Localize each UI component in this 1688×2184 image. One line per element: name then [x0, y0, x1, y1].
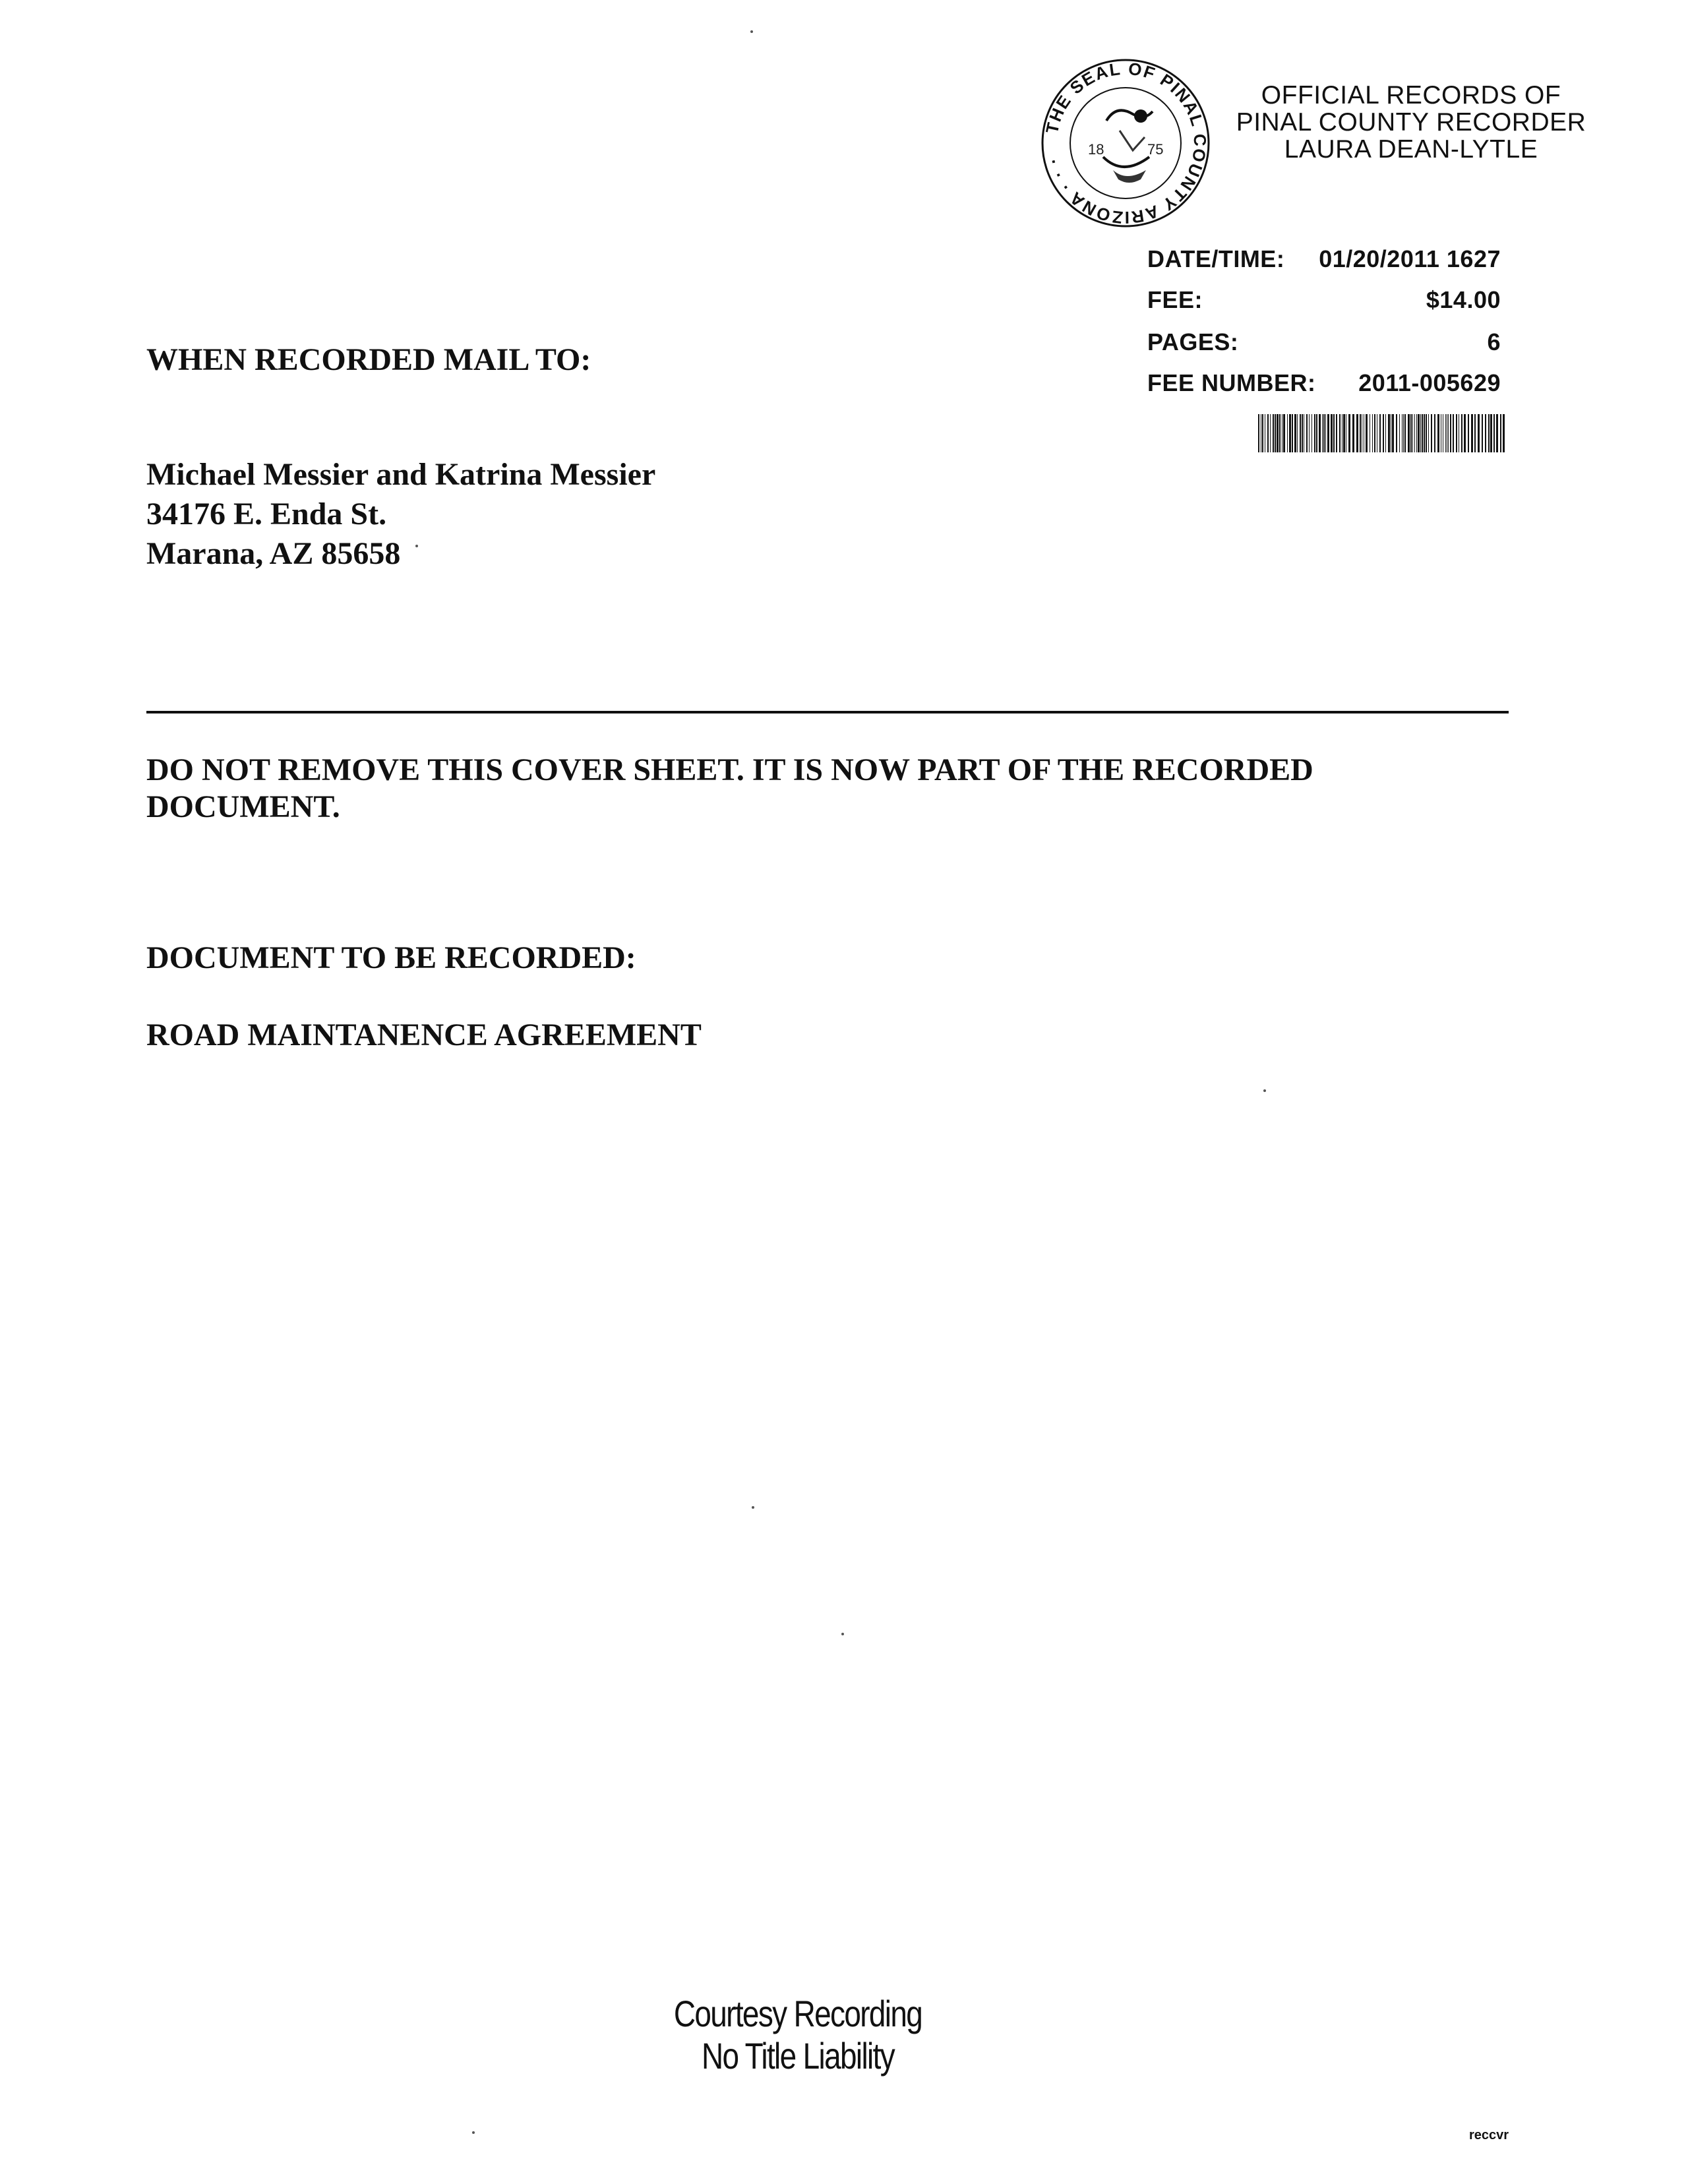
office-line-2: PINAL COUNTY RECORDER: [1236, 108, 1586, 136]
barcode-bar: [1468, 414, 1469, 452]
barcode-bar: [1297, 414, 1298, 452]
courtesy-recording-stamp: [663, 1993, 933, 2077]
barcode-bar: [1496, 414, 1498, 452]
barcode-bar: [1331, 414, 1333, 452]
pages-value: 6: [1487, 328, 1501, 355]
cover-sheet-warning: DO NOT REMOVE THIS COVER SHEET. IT IS NOW PART OF THE RECORDED DOCUMENT.: [146, 752, 1313, 824]
barcode-bar: [1431, 414, 1432, 452]
mail-to-city: Marana, AZ 85658: [146, 536, 401, 571]
barcode-bar: [1352, 414, 1354, 452]
barcode-bar: [1410, 414, 1412, 452]
barcode-bar: [1287, 414, 1288, 452]
pages-row: [1147, 328, 1501, 356]
barcode-bar: [1383, 414, 1384, 452]
fee-label: FEE:: [1147, 286, 1203, 313]
barcode-bar: [1453, 414, 1454, 452]
barcode-bar: [1300, 414, 1301, 452]
barcode-bar: [1374, 414, 1375, 452]
scan-speck: [472, 2131, 475, 2134]
datetime-row: [1147, 245, 1501, 273]
scan-speck: [752, 1506, 754, 1509]
barcode-bar: [1450, 414, 1451, 452]
mail-to-name: Michael Messier and Katrina Messier: [146, 457, 656, 492]
barcode-bar: [1306, 414, 1308, 452]
barcode-bar: [1388, 414, 1390, 452]
barcode-bar: [1422, 414, 1423, 452]
barcode-bar: [1434, 414, 1435, 452]
barcode-icon: [1258, 414, 1507, 452]
barcode-bar: [1379, 414, 1381, 452]
barcode-bar: [1485, 414, 1486, 452]
barcode-bar: [1356, 414, 1358, 452]
barcode-bar: [1325, 414, 1326, 452]
barcode-bar: [1309, 414, 1310, 452]
scan-speck: [1263, 1089, 1266, 1092]
pages-label: PAGES:: [1147, 328, 1239, 355]
barcode-bar: [1277, 414, 1279, 452]
scan-speck: [415, 545, 418, 547]
barcode-bar: [1336, 414, 1337, 452]
barcode-bar: [1339, 414, 1341, 452]
barcode-bar: [1464, 414, 1466, 452]
barcode-bar: [1408, 414, 1410, 452]
scan-speck: [750, 30, 753, 33]
barcode-bar: [1343, 414, 1345, 452]
barcode-bar: [1404, 414, 1406, 452]
datetime-label: DATE/TIME:: [1147, 245, 1285, 272]
barcode-bar: [1327, 414, 1329, 452]
barcode-bar: [1292, 414, 1293, 452]
document-title: ROAD MAINTANENCE AGREEMENT: [146, 1017, 702, 1052]
barcode-bar: [1279, 414, 1281, 452]
barcode-bar: [1289, 414, 1291, 452]
barcode-bar: [1437, 414, 1439, 452]
barcode-bar: [1311, 414, 1312, 452]
barcode-bar: [1258, 414, 1259, 452]
recorder-office-header: [1226, 82, 1596, 163]
barcode-bar: [1372, 414, 1373, 452]
barcode-bar: [1273, 414, 1274, 452]
barcode-bar: [1448, 414, 1449, 452]
barcode-bar: [1474, 414, 1476, 452]
barcode-bar: [1283, 414, 1285, 452]
barcode-bar: [1333, 414, 1335, 452]
barcode-bar: [1360, 414, 1361, 452]
barcode-bar: [1385, 414, 1386, 452]
county-seal-icon: [1040, 58, 1211, 228]
barcode-bar: [1471, 414, 1473, 452]
mail-to-address: [146, 455, 655, 574]
scan-speck: [841, 1633, 844, 1635]
mail-to-heading: WHEN RECORDED MAIL TO:: [146, 342, 591, 377]
barcode-bar: [1348, 414, 1350, 452]
barcode-bar: [1418, 414, 1420, 452]
barcode-bar: [1262, 414, 1263, 452]
seal-year-right: 75: [1147, 141, 1164, 158]
barcode-bar: [1270, 414, 1271, 452]
barcode-bar: [1428, 414, 1429, 452]
barcode-bar: [1399, 414, 1400, 452]
barcode-bar: [1314, 414, 1315, 452]
divider-rule: [146, 711, 1509, 713]
fee-value: $14.00: [1426, 286, 1501, 313]
barcode-bar: [1420, 414, 1421, 452]
barcode-bar: [1323, 414, 1325, 452]
barcode-bar: [1426, 414, 1427, 452]
datetime-value: 01/20/2011 1627: [1319, 245, 1501, 272]
barcode-bar: [1275, 414, 1276, 452]
fee-number-row: [1147, 369, 1501, 397]
barcode-bar: [1316, 414, 1317, 452]
barcode-bar: [1503, 414, 1505, 452]
svg-text:THE SEAL OF PINAL COUNTY ARIZO: THE SEAL OF PINAL COUNTY ARIZONA · · ·: [1041, 58, 1211, 228]
barcode-bar: [1478, 414, 1480, 452]
barcode-bar: [1461, 414, 1462, 452]
office-line-1: OFFICIAL RECORDS OF: [1261, 81, 1561, 109]
form-code: reccvr: [1469, 2128, 1509, 2142]
office-line-3: LAURA DEAN-LYTLE: [1284, 135, 1538, 164]
barcode-bar: [1416, 414, 1417, 452]
barcode-bar: [1392, 414, 1394, 452]
barcode-bar: [1488, 414, 1490, 452]
fee-number-label: FEE NUMBER:: [1147, 369, 1316, 396]
barcode-bar: [1294, 414, 1296, 452]
document-heading: DOCUMENT TO BE RECORDED:: [146, 940, 636, 975]
barcode-bar: [1456, 414, 1457, 452]
barcode-bar: [1412, 414, 1413, 452]
barcode-bar: [1302, 414, 1303, 452]
courtesy-line-2: No Title Liability: [701, 2035, 895, 2077]
barcode-bar: [1493, 414, 1495, 452]
fee-row: [1147, 286, 1501, 314]
fee-number-value: 2011-005629: [1358, 369, 1501, 396]
barcode-bar: [1414, 414, 1415, 452]
seal-year-left: 18: [1088, 141, 1104, 158]
barcode-bar: [1319, 414, 1321, 452]
barcode-bar: [1267, 414, 1269, 452]
barcode-bar: [1445, 414, 1446, 452]
barcode-bar: [1396, 414, 1397, 452]
mail-to-street: 34176 E. Enda St.: [146, 497, 387, 531]
barcode-bar: [1424, 414, 1425, 452]
barcode-bar: [1366, 414, 1368, 452]
barcode-bar: [1482, 414, 1483, 452]
barcode-bar: [1490, 414, 1492, 452]
barcode-bar: [1500, 414, 1501, 452]
barcode-bar: [1322, 414, 1323, 452]
courtesy-line-1: Courtesy Recording: [673, 1993, 922, 2034]
barcode-bar: [1403, 414, 1404, 452]
